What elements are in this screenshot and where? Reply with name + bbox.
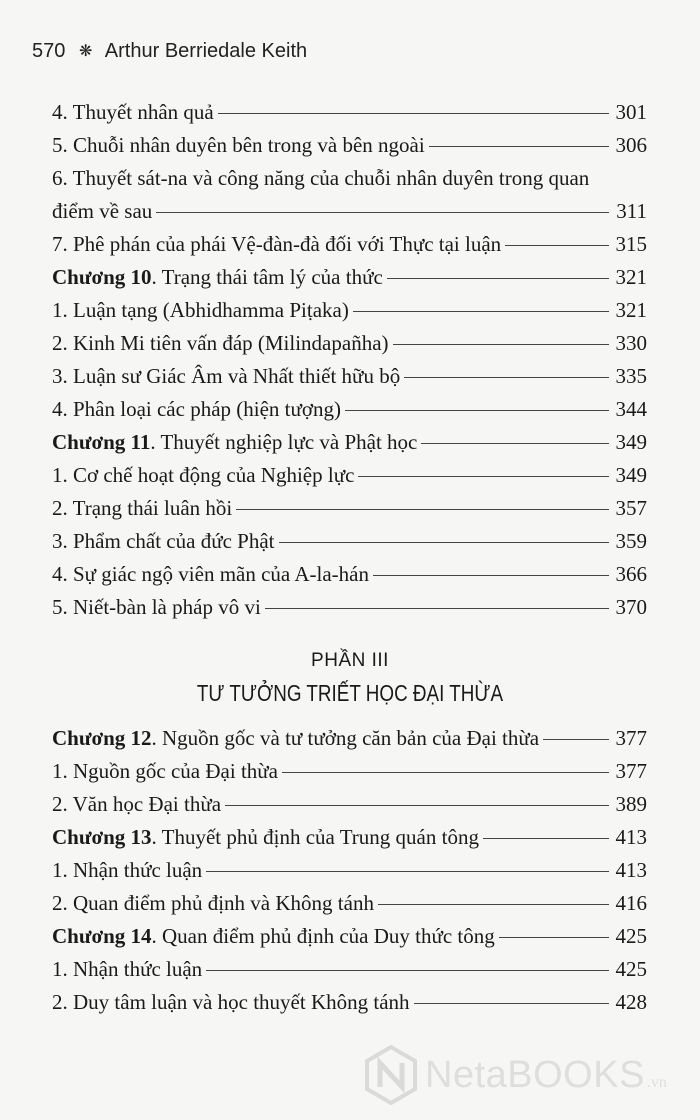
entry-text: 2. Duy tâm luận và học thuyết Không tánh bbox=[52, 990, 410, 1014]
toc-entry bbox=[52, 459, 647, 492]
toc-entry-title bbox=[52, 755, 278, 788]
toc-entry-title bbox=[52, 821, 479, 854]
chapter-label: Chương 12 bbox=[52, 726, 152, 750]
leader-line bbox=[345, 410, 609, 411]
page-ref: 357 bbox=[615, 496, 647, 520]
toc-entry-title bbox=[52, 459, 354, 492]
watermark-brand: NetaBOOKS bbox=[425, 1053, 645, 1096]
toc-entry-title bbox=[52, 393, 341, 426]
leader-line bbox=[429, 146, 609, 147]
toc-entry-title bbox=[52, 558, 369, 591]
toc-entry bbox=[52, 96, 647, 129]
toc-entry-title bbox=[52, 591, 261, 624]
entry-text: . Thuyết nghiệp lực và Phật học bbox=[150, 430, 418, 454]
leader-line bbox=[156, 212, 609, 213]
chapter-label: Chương 11 bbox=[52, 430, 151, 454]
entry-text: 2. Kinh Mi tiên vấn đáp (Milindapañha) bbox=[52, 331, 389, 355]
toc-chapter-entry bbox=[52, 821, 647, 854]
author-name: Arthur Berriedale Keith bbox=[104, 40, 308, 62]
toc-entry-title bbox=[52, 162, 589, 195]
toc-entry-title bbox=[52, 854, 202, 887]
leader-line bbox=[404, 377, 609, 378]
entry-text: 4. Sự giác ngộ viên mãn của A-la-hán bbox=[52, 562, 369, 586]
leader-line bbox=[206, 871, 609, 872]
toc-entry bbox=[52, 129, 647, 162]
page-ref: 321 bbox=[615, 298, 647, 322]
toc-entry bbox=[52, 492, 647, 525]
toc-entry-title bbox=[52, 360, 400, 393]
entry-text: điểm về sau bbox=[52, 199, 153, 223]
entry-text: . Nguồn gốc và tư tưởng căn bản của Đại thừa bbox=[151, 726, 540, 750]
toc-entry bbox=[52, 986, 647, 1019]
running-header bbox=[32, 40, 307, 63]
entry-text: . Quan điểm phủ định của Duy thức tông bbox=[151, 924, 495, 948]
toc-entry-title bbox=[52, 722, 539, 755]
entry-text: 7. Phê phán của phái Vệ-đàn-đà đối với Thực tại luận bbox=[52, 232, 502, 256]
toc-entry-title bbox=[52, 525, 275, 558]
toc-section-bottom bbox=[52, 722, 647, 1019]
toc-entry-title bbox=[52, 294, 349, 327]
toc-entry bbox=[52, 755, 647, 788]
page-ref: 349 bbox=[615, 463, 647, 487]
leader-line bbox=[421, 443, 609, 444]
toc-entry-title bbox=[52, 261, 383, 294]
leader-line bbox=[387, 278, 609, 279]
leader-line bbox=[505, 245, 609, 246]
n-logo-icon bbox=[365, 1045, 417, 1105]
toc-entry bbox=[52, 327, 647, 360]
leader-line bbox=[279, 542, 610, 543]
toc-entry bbox=[52, 360, 647, 393]
toc-entry bbox=[52, 228, 647, 261]
toc-entry bbox=[52, 195, 647, 228]
leader-line bbox=[393, 344, 609, 345]
toc-entry bbox=[52, 953, 647, 986]
page-ref: 377 bbox=[615, 726, 647, 750]
leader-line bbox=[206, 970, 609, 971]
part-title: TƯ TƯỞNG TRIẾT HỌC ĐẠI THỪA bbox=[196, 680, 504, 706]
entry-text: 3. Luận sư Giác Âm và Nhất thiết hữu bộ bbox=[52, 364, 401, 388]
leader-line bbox=[265, 608, 609, 609]
toc-entry-title bbox=[52, 96, 214, 129]
entry-text: 1. Nhận thức luận bbox=[52, 957, 203, 981]
toc-entry-title bbox=[52, 492, 232, 525]
entry-text: . Trạng thái tâm lý của thức bbox=[151, 265, 383, 289]
part-label: PHẦN III bbox=[311, 650, 389, 671]
entry-text: 2. Quan điểm phủ định và Không tánh bbox=[52, 891, 374, 915]
entry-text: 1. Nhận thức luận bbox=[52, 858, 203, 882]
entry-text: 2. Trạng thái luân hồi bbox=[52, 496, 233, 520]
leader-line bbox=[543, 739, 609, 740]
toc-entry bbox=[52, 887, 647, 920]
entry-text: 1. Cơ chế hoạt động của Nghiệp lực bbox=[52, 463, 355, 487]
page-ref: 416 bbox=[615, 891, 647, 915]
watermark bbox=[365, 1045, 667, 1105]
leader-line bbox=[378, 904, 609, 905]
toc-entry bbox=[52, 788, 647, 821]
toc-chapter-entry bbox=[52, 426, 647, 459]
entry-text: 6. Thuyết sát-na và công năng của chuỗi nhân duyên trong quan bbox=[52, 166, 590, 190]
page-ref: 301 bbox=[615, 100, 647, 124]
toc-entry bbox=[52, 854, 647, 887]
toc-entry bbox=[52, 525, 647, 558]
toc-chapter-entry bbox=[52, 722, 647, 755]
toc-entry bbox=[52, 393, 647, 426]
toc-section-top bbox=[52, 96, 647, 624]
page-ref: 389 bbox=[615, 792, 647, 816]
page-ref: 413 bbox=[615, 825, 647, 849]
page-ref: 425 bbox=[615, 957, 647, 981]
leader-line bbox=[414, 1003, 609, 1004]
toc-entry bbox=[52, 591, 647, 624]
entry-text: 2. Văn học Đại thừa bbox=[52, 792, 222, 816]
entry-text: 4. Thuyết nhân quả bbox=[52, 100, 214, 124]
entry-text: 4. Phân loại các pháp (hiện tượng) bbox=[52, 397, 341, 421]
leader-line bbox=[225, 805, 609, 806]
page-ref: 377 bbox=[615, 759, 647, 783]
page-ref: 366 bbox=[615, 562, 647, 586]
page-ref: 349 bbox=[615, 430, 647, 454]
toc-entry-title bbox=[52, 887, 374, 920]
entry-text: 1. Nguồn gốc của Đại thừa bbox=[52, 759, 278, 783]
page-ref: 428 bbox=[615, 990, 647, 1014]
toc-entry-title bbox=[52, 986, 410, 1019]
toc-entry bbox=[52, 162, 647, 195]
page-ref: 306 bbox=[615, 133, 647, 157]
page-number: 570 bbox=[32, 40, 66, 62]
toc-entry-title bbox=[52, 327, 389, 360]
leader-line bbox=[218, 113, 609, 114]
toc-entry-title bbox=[52, 953, 202, 986]
leader-line bbox=[353, 311, 609, 312]
leader-line bbox=[282, 772, 609, 773]
chapter-label: Chương 10 bbox=[52, 265, 152, 289]
chapter-label: Chương 14 bbox=[52, 924, 152, 948]
toc-entry-title bbox=[52, 920, 495, 953]
entry-text: 3. Phẩm chất của đức Phật bbox=[52, 529, 275, 553]
page-ref: 311 bbox=[616, 199, 647, 223]
page-ref: 330 bbox=[615, 331, 647, 355]
toc-entry-title bbox=[52, 129, 425, 162]
toc-entry bbox=[52, 558, 647, 591]
page-ref: 344 bbox=[615, 397, 647, 421]
separator-ornament: ❋ bbox=[78, 43, 93, 60]
toc-chapter-entry bbox=[52, 920, 647, 953]
leader-line bbox=[373, 575, 609, 576]
entry-text: . Thuyết phủ định của Trung quán tông bbox=[151, 825, 479, 849]
page-ref: 359 bbox=[615, 529, 647, 553]
page-ref: 413 bbox=[615, 858, 647, 882]
toc-chapter-entry bbox=[52, 261, 647, 294]
chapter-label: Chương 13 bbox=[52, 825, 152, 849]
entry-text: 5. Niết-bàn là pháp vô vi bbox=[52, 595, 261, 619]
entry-text: 1. Luận tạng (Abhidhamma Piṭaka) bbox=[52, 298, 349, 322]
page-ref: 370 bbox=[615, 595, 647, 619]
toc-entry-title bbox=[52, 426, 417, 459]
leader-line bbox=[236, 509, 609, 510]
toc-entry-title bbox=[52, 228, 501, 261]
page-ref: 321 bbox=[615, 265, 647, 289]
toc-entry bbox=[52, 294, 647, 327]
page-ref: 425 bbox=[615, 924, 647, 948]
leader-line bbox=[358, 476, 609, 477]
toc-entry-title bbox=[52, 195, 152, 228]
toc-entry-title bbox=[52, 788, 221, 821]
entry-text: 5. Chuỗi nhân duyên bên trong và bên ngoài bbox=[52, 133, 425, 157]
page-ref: 335 bbox=[615, 364, 647, 388]
leader-line bbox=[499, 937, 609, 938]
watermark-suffix: .vn bbox=[646, 1074, 667, 1091]
page-ref: 315 bbox=[615, 232, 647, 256]
leader-line bbox=[483, 838, 609, 839]
